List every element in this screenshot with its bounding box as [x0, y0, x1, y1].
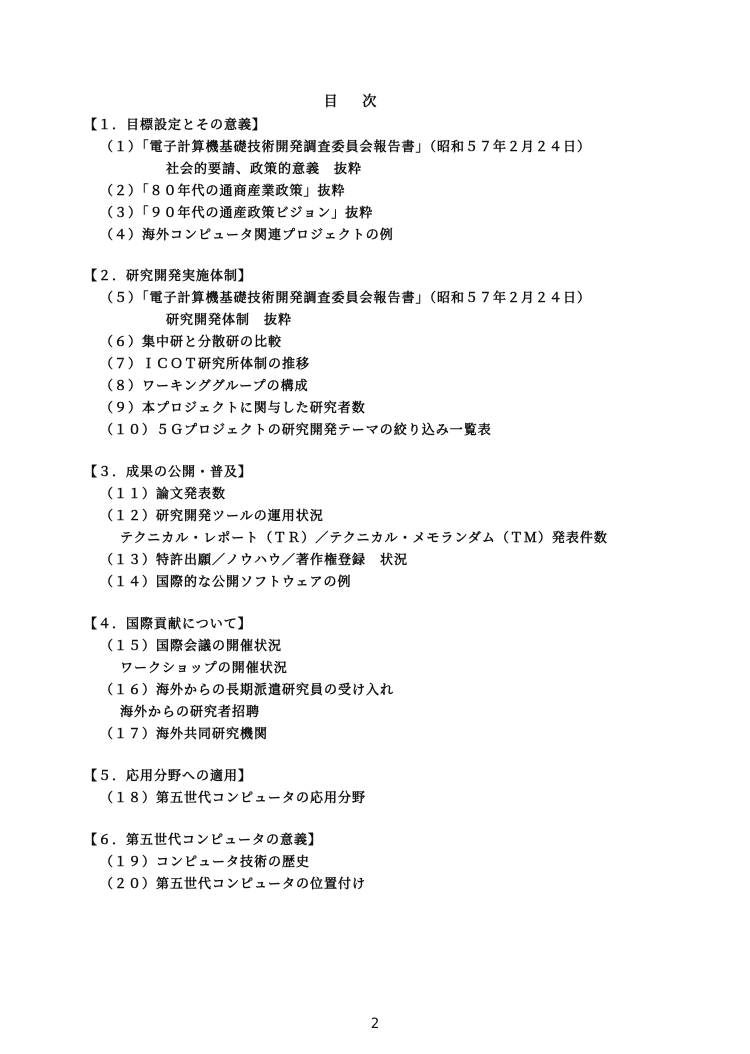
section-heading: 【５．応用分野への適用】 — [84, 769, 253, 784]
toc-item: （７）ＩＣＯＴ研究所体制の推移 — [100, 357, 311, 372]
toc-item: （１６）海外からの長期派遣研究員の受け入れ — [100, 683, 395, 698]
toc-item-continuation: 社会的要請、政策的意義 抜粋 — [166, 162, 363, 177]
toc-item: （１２）研究開発ツールの運用状況 — [100, 509, 324, 524]
toc-item: （１４）国際的な公開ソフトウェアの例 — [100, 575, 352, 590]
page-title: 目 次 — [323, 94, 387, 110]
toc-item: （１９）コンピュータ技術の歴史 — [100, 855, 311, 870]
toc-item: （１８）第五世代コンピュータの応用分野 — [100, 791, 367, 806]
toc-item: （６）集中研と分散研の比較 — [100, 335, 283, 350]
section-heading: 【１．目標設定とその意義】 — [84, 118, 267, 133]
toc-item: （１７）海外共同研究機関 — [100, 727, 269, 742]
toc-item: （１０）５Ｇプロジェクトの研究開発テーマの絞り込み一覧表 — [100, 423, 492, 438]
toc-item: （９）本プロジェクトに関与した研究者数 — [100, 401, 366, 416]
toc-item: （１）「電子計算機基礎技術開発調査委員会報告書」（昭和５７年２月２４日） — [100, 140, 592, 155]
toc-item-continuation: 研究開発体制 抜粋 — [166, 313, 293, 328]
toc-item: （１３）特許出願／ノウハウ／著作権登録 状況 — [100, 553, 409, 568]
toc-item-continuation: 海外からの研究者招聘 — [120, 705, 261, 720]
toc-item: （２０）第五世代コンピュータの位置付け — [100, 877, 367, 892]
toc-item-continuation: ワークショップの開催状況 — [120, 661, 288, 676]
section-heading: 【２．研究開発実施体制】 — [84, 269, 253, 284]
toc-item: （１１）論文発表数 — [100, 487, 227, 502]
toc-item: （１５）国際会議の開催状況 — [100, 639, 283, 654]
section-heading: 【６．第五世代コンピュータの意義】 — [84, 833, 323, 848]
toc-item: （３）「９０年代の通産政策ビジョン」抜粋 — [100, 206, 374, 221]
section-heading: 【４．国際貢献について】 — [84, 617, 252, 632]
toc-item: （８）ワーキンググループの構成 — [100, 379, 309, 394]
page-number: 2 — [370, 1016, 380, 1032]
toc-item: （２）「８０年代の通商産業政策」抜粋 — [100, 184, 346, 199]
toc-item: （４）海外コンピュータ関連プロジェクトの例 — [100, 228, 394, 243]
toc-item: （５）「電子計算機基礎技術開発調査委員会報告書」（昭和５７年２月２４日） — [100, 291, 592, 306]
toc-item-continuation: テクニカル・レポート（ＴＲ）／テクニカル・メモランダム（ＴＭ）発表件数 — [120, 531, 608, 546]
section-heading: 【３．成果の公開・普及】 — [84, 465, 253, 480]
